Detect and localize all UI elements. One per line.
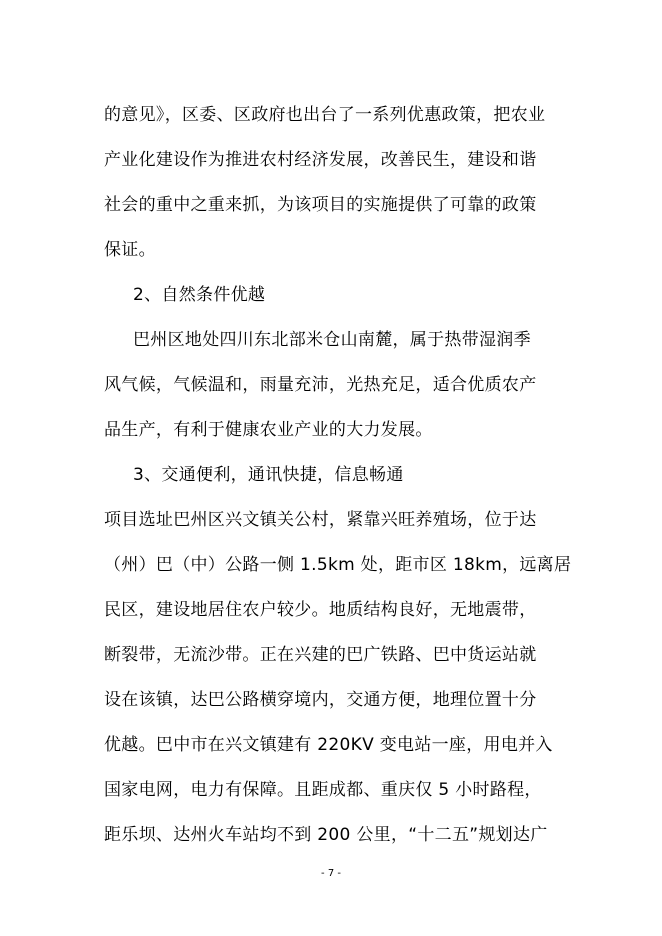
paragraph-line: 国家电网，电力有保障。且距成都、重庆仅 5 小时路程， [104,780,542,800]
paragraph-line: 产业化建设作为推进农村经济发展，改善民生，建设和谐 [104,150,537,170]
paragraph-line: 风气候，气候温和，雨量充沛，光热充足，适合优质农产 [104,375,537,395]
paragraph-line: 保证。 [104,240,156,260]
paragraph-line: 优越。巴中市在兴文镇建有 220KV 变电站一座，用电并入 [104,735,553,755]
paragraph-line: 巴州区地处四川东北部米仓山南麓，属于热带湿润季 [133,330,531,350]
section-heading: 3、交通便利，通讯快捷，信息畅通 [133,465,404,485]
paragraph-line: 断裂带，无流沙带。正在兴建的巴广铁路、巴中货运站就 [104,645,537,665]
paragraph-line: 设在该镇，达巴公路横穿境内，交通方便，地理位置十分 [104,690,537,710]
paragraph-line: （州）巴（中）公路一侧 1.5km 处，距市区 18km，远离居 [104,555,572,575]
page-number: - 7 - [321,868,341,879]
paragraph-line: 品生产，有利于健康农业产业的大力发展。 [104,420,433,440]
paragraph-line: 项目选址巴州区兴文镇关公村，紧靠兴旺养殖场，位于达 [104,510,537,530]
section-heading: 2、自然条件优越 [133,285,266,305]
paragraph-line: 社会的重中之重来抓，为该项目的实施提供了可靠的政策 [104,195,537,215]
paragraph-line: 距乐坝、达州火车站均不到 200 公里，“十二五”规划达广 [104,825,548,845]
paragraph-line: 民区，建设地居住农户较少。地质结构良好，无地震带， [104,600,537,620]
paragraph-line: 的意见》，区委、区政府也出台了一系列优惠政策，把农业 [104,105,546,125]
